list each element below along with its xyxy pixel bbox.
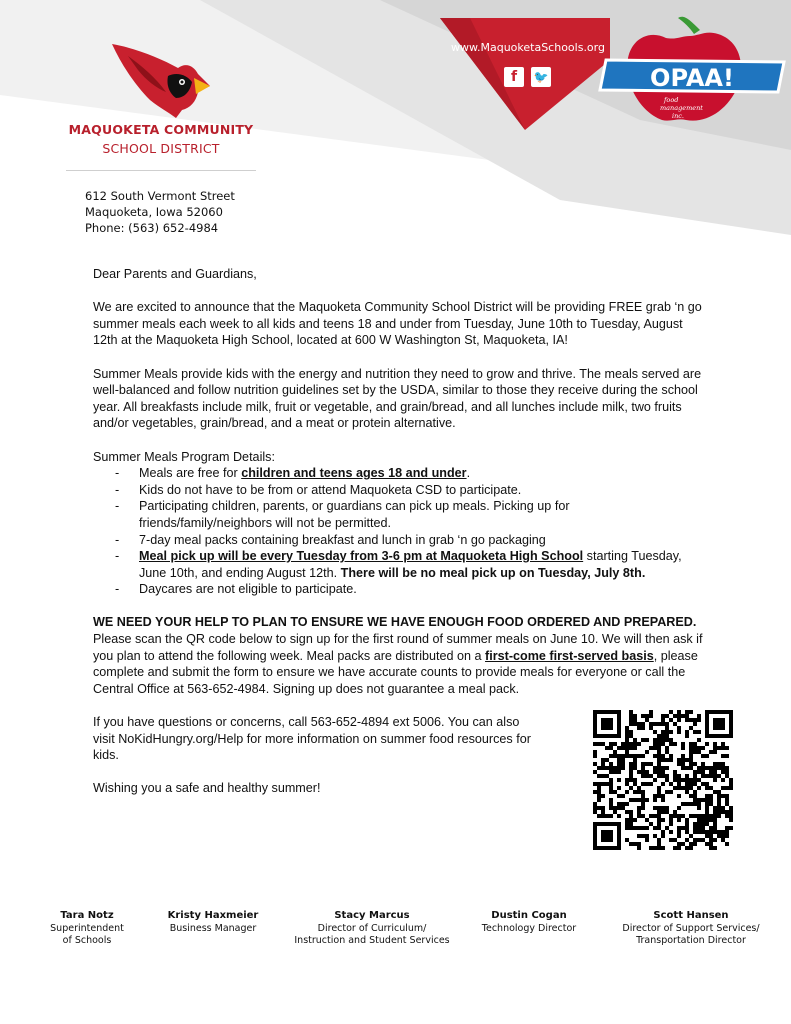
list-item: - Kids do not have to be from or attend Maquoketa CSD to participate. <box>139 482 703 499</box>
list-item: - Meal pick up will be every Tuesday from 3-6 pm at Maquoketa High School starting Tuesday, June 10th, and ending August 12th. There will be no meal pick up on Tuesday, July 8th. <box>139 548 703 581</box>
meals-paragraph: Summer Meals provide kids with the energy and nutrition they need to grow and thrive. The meals served are well-balanced and follow nutrition guidelines set by the USDA, similar to those they receive during the school year. All breakfasts include milk, fruit or vegetable, and grain/bread, and all lunches include milk, two fruits and/or vegetables, grain/bread, and a meat or protein alternative. <box>93 366 702 431</box>
signature-cogan: Dustin Cogan Technology Director <box>481 910 577 934</box>
address-line: Phone: (563) 652-4984 <box>85 221 219 235</box>
list-item: - Meals are free for children and teens ages 18 and under. <box>139 465 703 482</box>
svg-text:food: food <box>664 96 679 104</box>
svg-text:OPAA!: OPAA! <box>650 64 734 92</box>
website-link[interactable]: www.MaquoketaSchools.org <box>451 41 605 54</box>
help-paragraph: WE NEED YOUR HELP TO PLAN TO ENSURE WE HAVE ENOUGH FOOD ORDERED AND PREPARED. Please scan the QR code below to sign up for the first round of summer meals on June 10. We will then ask if you plan to attend the following week. Meal packs are distributed on a first-come first-served basis, please complete and submit the form to ensure we have accurate counts to provide meals for everyone or call the Central Office at 563-652-4984. Signing up does not guarantee a meal pack. <box>93 615 703 696</box>
list-item: - Daycares are not eligible to participate. <box>139 581 703 598</box>
signature-notz: Tara Notz Superintendent of Schools <box>50 910 124 946</box>
signature-marcus: Stacy Marcus Director of Curriculum/ Instruction and Student Services <box>294 910 450 946</box>
address-line: 612 South Vermont Street <box>85 189 235 203</box>
list-item: - Participating children, parents, or guardians can pick up meals. Picking up for friends/family/neighbors will not be permitted. <box>139 498 703 531</box>
details-list <box>93 465 703 598</box>
closing: Wishing you a safe and healthy summer! <box>93 781 321 796</box>
questions-paragraph: If you have questions or concerns, call 563-652-4894 ext 5006. You can also visit NoKidHungry.org/Help for more information on summer food resources for kids. <box>93 715 531 763</box>
qr-code[interactable] <box>593 710 733 850</box>
twitter-icon[interactable]: 🐦 <box>531 67 551 87</box>
district-name: MAQUOKETA COMMUNITY <box>68 122 254 137</box>
svg-text:inc.: inc. <box>672 112 684 120</box>
details-heading: Summer Meals Program Details: <box>93 449 275 464</box>
svg-text:management: management <box>660 104 703 112</box>
list-item: - 7-day meal packs containing breakfast and lunch in grab ‘n go packaging <box>139 532 703 549</box>
facebook-icon[interactable]: f <box>504 67 524 87</box>
salutation: Dear Parents and Guardians, <box>93 267 257 281</box>
address-line: Maquoketa, Iowa 52060 <box>85 205 223 219</box>
district-address <box>85 188 235 236</box>
district-subtitle: SCHOOL DISTRICT <box>102 141 220 156</box>
signature-hansen: Scott Hansen Director of Support Services/ Transportation Director <box>622 910 760 946</box>
divider <box>66 170 256 171</box>
intro-paragraph: We are excited to announce that the Maquoketa Community School District will be providing FREE grab ‘n go summer meals each week to all kids and teens 18 and under from Tuesday, June 10th to Tuesday, August 12th at the Maquoketa High School, located at 600 W Washington St, Maquoketa, IA! <box>93 300 702 348</box>
signature-haxmeier: Kristy Haxmeier Business Manager <box>167 910 259 934</box>
